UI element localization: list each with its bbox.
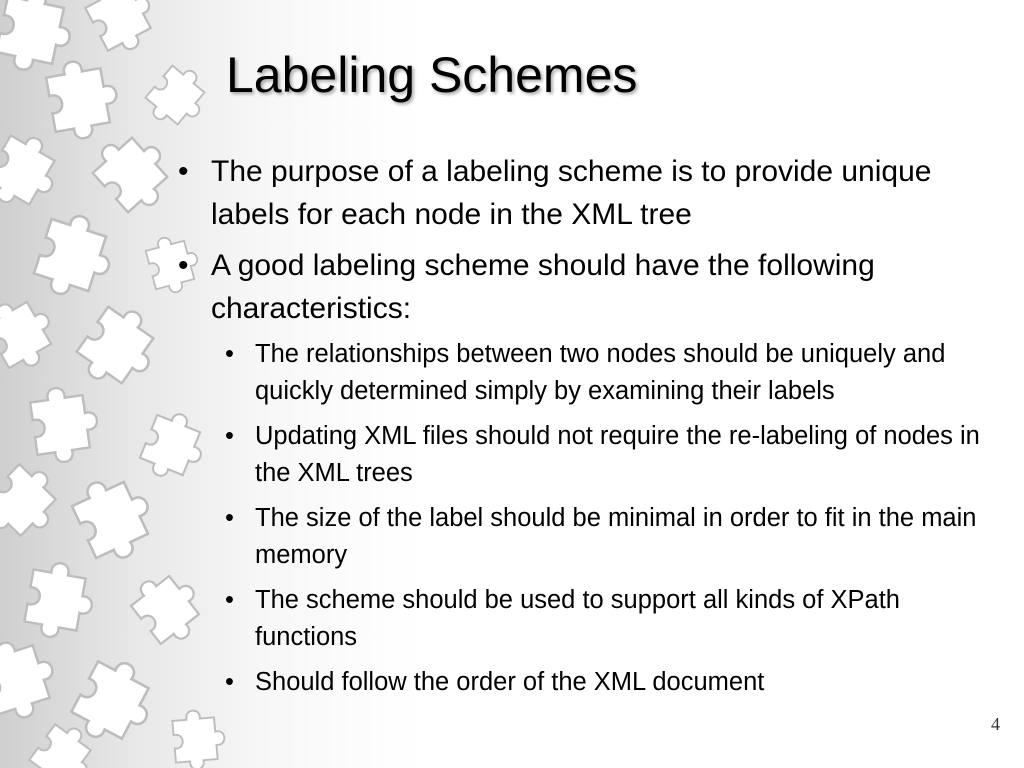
bullet-text: The purpose of a labeling scheme is to provide unique labels for each node in the XML tree <box>211 155 932 231</box>
bullet-list <box>178 150 998 701</box>
sub-bullet-item <box>225 418 998 492</box>
sub-bullet-item <box>225 500 998 574</box>
slide-content <box>178 150 998 709</box>
sub-bullet-item <box>225 582 998 656</box>
sub-bullet-text: The relationships between two nodes should be uniquely and quickly determined simply by examining their labels <box>255 340 946 405</box>
bullet-item <box>178 244 998 701</box>
sub-bullet-item <box>225 336 998 410</box>
sub-bullet-item <box>225 664 998 701</box>
sub-bullet-list <box>225 336 998 701</box>
sub-bullet-text: Should follow the order of the XML document <box>255 668 765 696</box>
sub-bullet-text: Updating XML files should not require the re-labeling of nodes in the XML trees <box>255 422 980 487</box>
slide-title: Labeling Schemes <box>226 47 638 103</box>
bullet-item <box>178 150 998 236</box>
sub-bullet-text: The size of the label should be minimal in order to fit in the main memory <box>255 504 977 569</box>
bullet-text: A good labeling scheme should have the following characteristics: <box>211 249 875 325</box>
sub-bullet-text: The scheme should be used to support all kinds of XPath functions <box>255 586 900 651</box>
page-number: 4 <box>991 714 1000 734</box>
